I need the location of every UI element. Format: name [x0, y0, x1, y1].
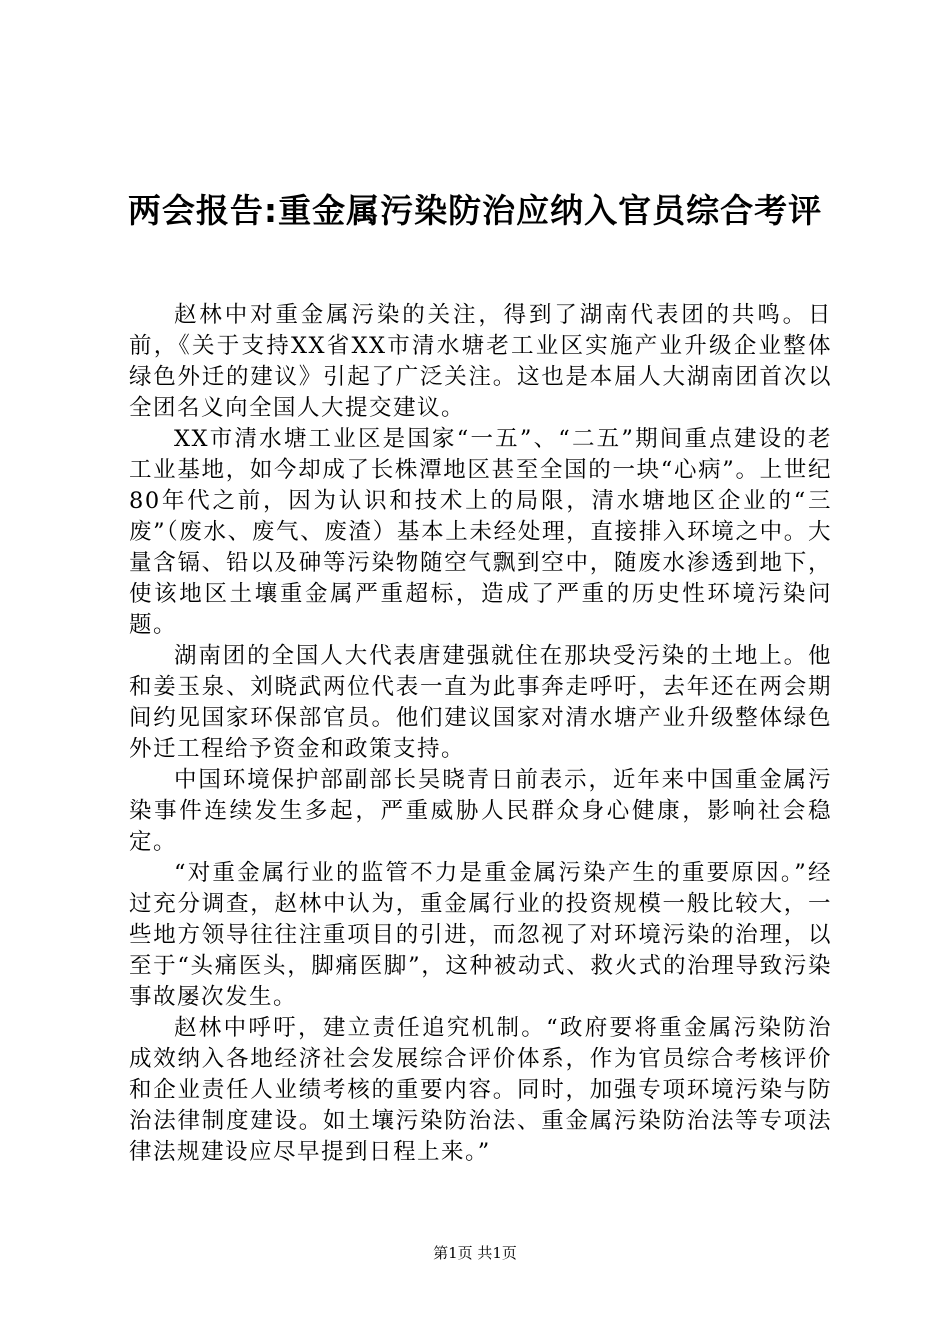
paragraph: XX市清水塘工业区是国家“一五”、“二五”期间重点建设的老工业基地，如今却成了长株潭地区甚至全国的一块“心病”。上世纪80年代之前，因为认识和技术上的局限，清水塘地区企业的“三废”（废水、废气、废渣）基本上未经处理，直接排入环境之中。大量含镉、铅以及砷等污染物随空气飘到空中，随废水渗透到地下，使该地区土壤重金属严重超标，造成了严重的历史性环境污染问题。 — [129, 426, 832, 638]
paragraph: 赵林中对重金属污染的关注，得到了湖南代表团的共鸣。日前，《关于支持XX省XX市清水塘老工业区实施产业升级企业整体绿色外迁的建议》引起了广泛关注。这也是本届人大湖南团首次以全团名义向全国人大提交建议。 — [129, 302, 832, 421]
paragraph: “对重金属行业的监管不力是重金属污染产生的重要原因。”经过充分调查，赵林中认为，重金属行业的投资规模一般比较大，一些地方领导往往注重项目的引进，而忽视了对环境污染的治理，以至于“头痛医头，脚痛医脚”，这种被动式、救火式的治理导致污染事故屡次发生。 — [129, 860, 832, 1010]
document-body — [129, 300, 832, 1168]
page-footer: 第1页 共1页 — [433, 1244, 517, 1262]
paragraph: 中国环境保护部副部长吴晓青日前表示，近年来中国重金属污染事件连续发生多起，严重威胁人民群众身心健康，影响社会稳定。 — [129, 767, 832, 855]
document-title: 两会报告:重金属污染防治应纳入官员综合考评 — [127, 191, 823, 230]
paragraph: 赵林中呼吁，建立责任追究机制。“政府要将重金属污染防治成效纳入各地经济社会发展综合评价体系，作为官员综合考核评价和企业责任人业绩考核的重要内容。同时，加强专项环境污染与防治法律制度建设。如土壤污染防治法、重金属污染防治法等专项法律法规建设应尽早提到日程上来。” — [129, 1015, 832, 1165]
paragraph: 湖南团的全国人大代表唐建强就住在那块受污染的土地上。他和姜玉泉、刘晓武两位代表一直为此事奔走呼吁，去年还在两会期间约见国家环保部官员。他们建议国家对清水塘产业升级整体绿色外迁工程给予资金和政策支持。 — [129, 643, 832, 762]
